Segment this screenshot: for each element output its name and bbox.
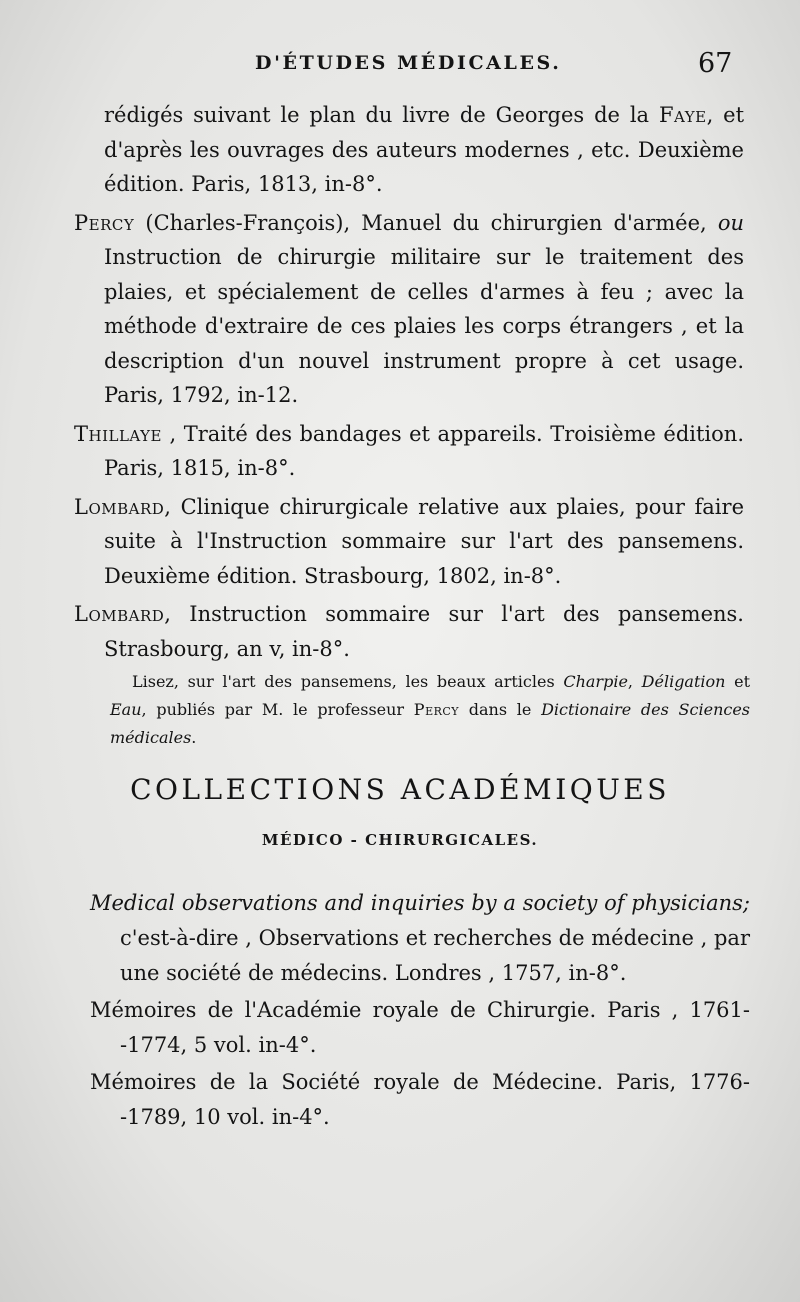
entry-author: Thillaye — [74, 421, 163, 446]
bibliography-list — [74, 98, 744, 670]
running-title: D'ÉTUDES MÉDICALES. — [255, 52, 562, 74]
running-head — [0, 48, 800, 88]
bibliography-entry: Percy (Charles-François), Manuel du chirurgien d'armée, ou Instruction de chirurgie militaire sur le traitement des plaies, et spécialement de celles d'armes à feu ; avec la méthode d'extraire de ces plaies les corps étrangers , et la description d'un nouvel instrument propre à cet usage. Paris, 1792, in-12. — [74, 210, 744, 407]
entry-author: Percy — [74, 210, 135, 235]
academic-entry: Mémoires de l'Académie royale de Chirurgie. Paris , 1761--1774, 5 vol. in-4°. — [90, 998, 750, 1057]
entry-author: Lombard — [74, 602, 165, 626]
bibliography-entry: Lombard, Instruction sommaire sur l'art des pansemens. Strasbourg, an v, in-8°. — [74, 602, 744, 661]
bibliography-entry: Thillaye , Traité des bandages et appareils. Troisième édition. Paris, 1815, in-8°. — [74, 421, 744, 480]
bibliography-entry: Lombard, Clinique chirurgicale relative aux plaies, pour faire suite à l'Instruction sommaire sur l'art des pansemens. Deuxième édition. Strasbourg, 1802, in-8°. — [74, 494, 744, 588]
bibliography-entry: rédigés suivant le plan du livre de Georges de la Faye, et d'après les ouvrages des auteurs modernes , etc. Deuxième édition. Paris, 1813, in-8°. — [104, 103, 745, 196]
section-title: COLLECTIONS ACADÉMIQUES — [130, 773, 670, 806]
entry-author: Lombard — [74, 494, 165, 519]
academic-entry: Mémoires de la Société royale de Médecine. Paris, 1776--1789, 10 vol. in-4°. — [90, 1070, 750, 1129]
reading-note: Lisez, sur l'art des pansemens, les beaux articles Charpie, Déligation et Eau, publiés par M. le professeur Percy dans le Dictionaire des Sciences médicales. — [110, 672, 751, 747]
section-subtitle: MÉDICO - CHIRURGICALES. — [261, 831, 539, 849]
academic-entry: Medical observations and inquiries by a society of physicians; c'est-à-dire , Observations et recherches de médecine , par une société de médecins. Londres , 1757, in-8°. — [90, 891, 750, 985]
page-number: 67 — [698, 48, 733, 79]
academic-collections-list — [90, 886, 750, 1137]
